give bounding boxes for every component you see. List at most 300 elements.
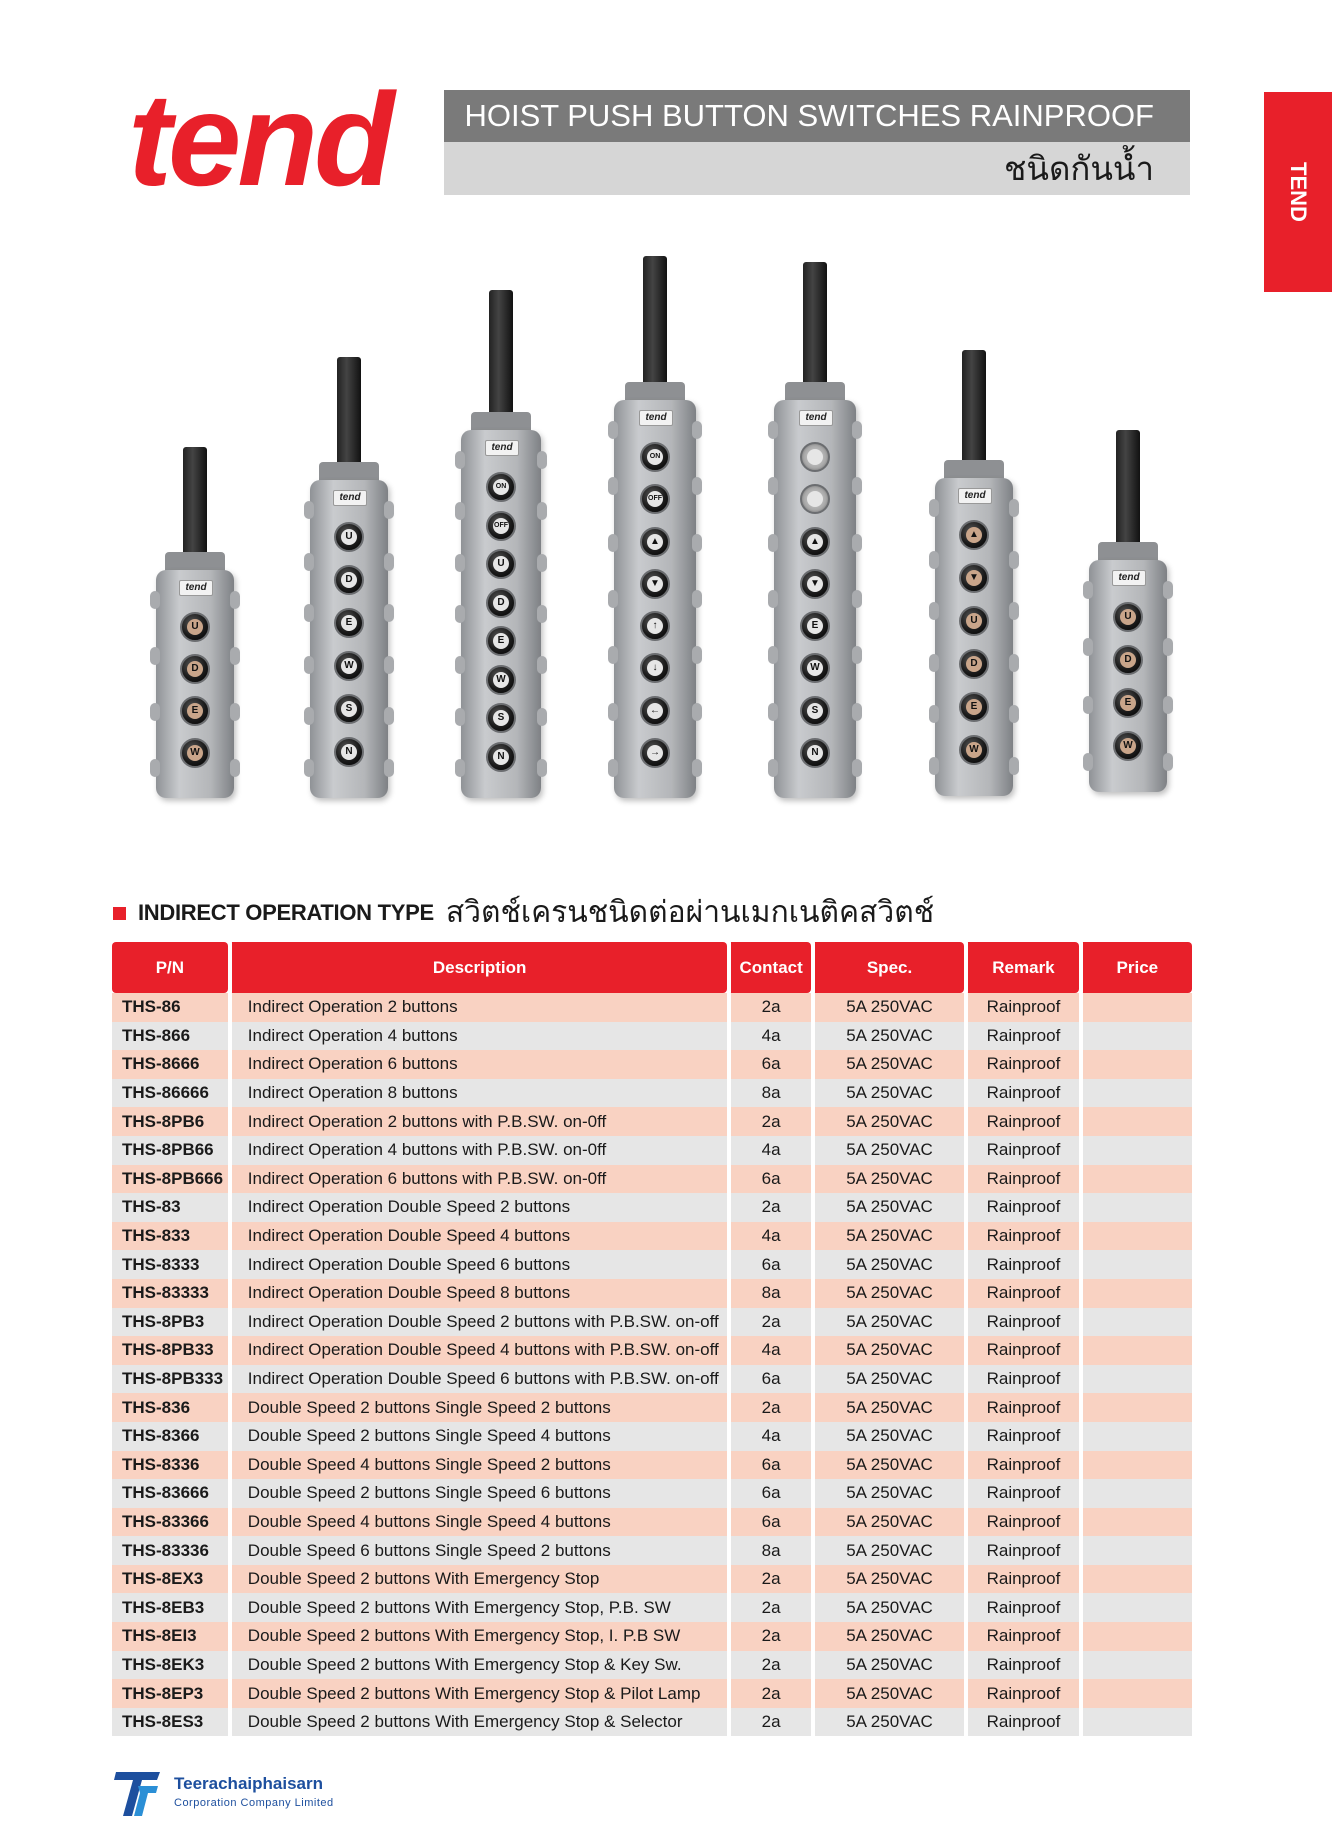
page-subtitle [444,142,1190,195]
pendant-lug [455,708,465,726]
cell-remark: Rainproof [964,1222,1078,1251]
cell-contact: 2a [727,1708,810,1737]
cell-spec: 5A 250VAC [811,1250,964,1279]
pendant-button-label: ▲ [807,534,823,550]
cell-remark: Rainproof [964,1165,1078,1194]
table-row [112,993,1192,1022]
table-row [112,1022,1192,1051]
pendant-lug [768,590,778,608]
cell-contact: 6a [727,1508,810,1537]
cell-contact: 4a [727,1136,810,1165]
cell-pn: THS-8PB3 [112,1308,228,1337]
bullet-square-icon [113,907,126,920]
pendant-button-label: W [966,742,982,758]
pendant-button-label: D [187,661,203,677]
pendant-lug [304,656,314,674]
pendant-button [1113,688,1143,718]
section-title-en: INDIRECT OPERATION TYPE [138,900,434,925]
pendant-button-label: OFF [493,518,509,534]
company-subtitle: Corporation Company Limited [174,1797,334,1809]
pendant-lug [768,421,778,439]
pendant-button [800,738,830,768]
pendant-button [486,511,516,541]
pendant-nameplate: tend [639,410,673,426]
pendant-lug [1083,696,1093,714]
cell-pn: THS-83 [112,1193,228,1222]
pendant-lug [304,553,314,571]
col-header-pn: P/N [112,942,228,993]
table-header-row [112,942,1192,993]
pendant-button-label: U [493,556,509,572]
pendant-button [640,569,670,599]
pendant-lug [304,604,314,622]
pendant-button [959,520,989,550]
cell-remark: Rainproof [964,1679,1078,1708]
pendant-lug [1163,696,1173,714]
pendant-lug [230,591,240,609]
cell-price [1079,1279,1192,1308]
pendant-button-label: N [807,745,823,761]
pendant-button-label: S [341,701,357,717]
pendant-lug [384,501,394,519]
pendant-button [800,696,830,726]
cell-contact: 4a [727,1222,810,1251]
table-row [112,1508,1192,1537]
pendant-lug [1163,638,1173,656]
cell-price [1079,1508,1192,1537]
cell-remark: Rainproof [964,1622,1078,1651]
pendant-lug [455,451,465,469]
cell-contact: 2a [727,1565,810,1594]
cell-contact: 6a [727,1250,810,1279]
pendant-nameplate: tend [958,488,992,504]
pendant-lug [768,534,778,552]
pendant-lug [384,553,394,571]
pendant-button [959,692,989,722]
pendant-button [1113,731,1143,761]
pendant-button-label: ↓ [647,660,663,676]
pendant-lug [1083,638,1093,656]
pendant-button-label: W [341,658,357,674]
cell-pn: THS-8EB3 [112,1593,228,1622]
pendant-button-label: W [807,660,823,676]
table-row [112,1136,1192,1165]
cell-price [1079,1536,1192,1565]
cell-contact: 8a [727,1279,810,1308]
cell-pn: THS-83666 [112,1479,228,1508]
cell-contact: 2a [727,1393,810,1422]
pendant-button [334,565,364,595]
pendant-lug [929,705,939,723]
pendant-lug [768,759,778,777]
pendant-button [334,608,364,638]
table-row [112,1222,1192,1251]
pendant-button-label: E [341,615,357,631]
pendant-button-label: E [807,618,823,634]
cell-spec: 5A 250VAC [811,1451,964,1480]
pendant-button-label: E [493,633,509,649]
cell-remark: Rainproof [964,1308,1078,1337]
cell-pn: THS-86666 [112,1079,228,1108]
pendant-lug [537,502,547,520]
cell-description: Double Speed 2 buttons Single Speed 4 buttons [228,1422,728,1451]
pendant-button [486,742,516,772]
cell-pn: THS-8EK3 [112,1651,228,1680]
pendant-button [800,527,830,557]
pendant-lug [692,590,702,608]
pendant-button [959,649,989,679]
pendant-button [486,665,516,695]
cell-description: Double Speed 2 buttons With Emergency Stop, I. P.B SW [228,1622,728,1651]
cell-pn: THS-8333 [112,1250,228,1279]
cell-price [1079,1565,1192,1594]
cell-contact: 4a [727,1336,810,1365]
cell-description: Indirect Operation 6 buttons [228,1050,728,1079]
cell-price [1079,1679,1192,1708]
pendant-lug [304,707,314,725]
cell-price [1079,1622,1192,1651]
cell-description: Double Speed 2 buttons With Emergency Stop [228,1565,728,1594]
cell-pn: THS-8PB33 [112,1336,228,1365]
cell-contact: 4a [727,1022,810,1051]
cell-spec: 5A 250VAC [811,1679,964,1708]
pendant-button [334,694,364,724]
cell-contact: 8a [727,1536,810,1565]
pendant-lug [768,477,778,495]
table-row [112,1165,1192,1194]
pendant-button [640,527,670,557]
cell-remark: Rainproof [964,1193,1078,1222]
pendant-lug [455,605,465,623]
cell-remark: Rainproof [964,1079,1078,1108]
pendant-button-label: E [1120,695,1136,711]
cell-price [1079,1651,1192,1680]
cell-pn: THS-8PB333 [112,1365,228,1394]
table-row [112,1422,1192,1451]
pendant-lug [455,502,465,520]
pendant-button-label: ▼ [966,570,982,586]
pendant-lug [852,534,862,552]
pendant-button [486,472,516,502]
pendant-lug [929,654,939,672]
cell-price [1079,1451,1192,1480]
col-header-spec: Spec. [811,942,964,993]
cell-remark: Rainproof [964,1279,1078,1308]
cell-remark: Rainproof [964,1708,1078,1737]
pendant-lug [608,703,618,721]
pendant-lug [230,759,240,777]
cell-contact: 2a [727,1193,810,1222]
pendant-button-label: U [1120,609,1136,625]
cell-price [1079,1393,1192,1422]
pendant-button-label: W [493,672,509,688]
pendant-button [334,651,364,681]
section-title-th: สวิตช์เครนชนิดต่อผ่านเมกเนติคสวิตช์ [445,896,935,929]
cell-contact: 6a [727,1365,810,1394]
cell-pn: THS-8366 [112,1422,228,1451]
pendant-lug [384,604,394,622]
page-title [444,90,1190,142]
pendant-lug [692,477,702,495]
table-row [112,1565,1192,1594]
pendant-button-label: ▼ [807,576,823,592]
pendant-button-label: U [341,529,357,545]
pendant-lug [1009,499,1019,517]
pendant-nameplate: tend [179,580,213,596]
pendant-lug [929,551,939,569]
cell-remark: Rainproof [964,1508,1078,1537]
cell-pn: THS-8ES3 [112,1708,228,1737]
cell-pn: THS-83336 [112,1536,228,1565]
cell-description: Indirect Operation Double Speed 4 buttons with P.B.SW. on-off [228,1336,728,1365]
cell-spec: 5A 250VAC [811,1279,964,1308]
pendant-lug [150,647,160,665]
pendant-button [959,563,989,593]
pendant-lug [608,590,618,608]
cell-description: Double Speed 2 buttons With Emergency Stop & Pilot Lamp [228,1679,728,1708]
cell-price [1079,993,1192,1022]
brand-logo: tend [128,66,391,213]
cell-remark: Rainproof [964,1451,1078,1480]
pendant-lug [608,646,618,664]
pendant-nameplate: tend [1112,570,1146,586]
cell-description: Indirect Operation Double Speed 2 buttons with P.B.SW. on-off [228,1308,728,1337]
pendant-button-label: D [493,595,509,611]
cell-description: Double Speed 6 buttons Single Speed 2 buttons [228,1536,728,1565]
cell-contact: 2a [727,1651,810,1680]
col-header-price: Price [1079,942,1192,993]
cell-description: Double Speed 2 buttons Single Speed 6 buttons [228,1479,728,1508]
cell-spec: 5A 250VAC [811,1393,964,1422]
cell-price [1079,1193,1192,1222]
cell-remark: Rainproof [964,1479,1078,1508]
pendant-lug [1163,753,1173,771]
cell-description: Indirect Operation 8 buttons [228,1079,728,1108]
cell-description: Double Speed 2 buttons With Emergency Stop & Key Sw. [228,1651,728,1680]
pendant-button-label: ← [647,703,663,719]
cell-description: Indirect Operation Double Speed 4 buttons [228,1222,728,1251]
pendant-button [334,737,364,767]
cell-price [1079,1050,1192,1079]
cell-remark: Rainproof [964,993,1078,1022]
pendant-lug [537,554,547,572]
pendant-lug [692,534,702,552]
pendant-button-label: OFF [647,491,663,507]
cell-contact: 2a [727,1107,810,1136]
cell-spec: 5A 250VAC [811,1622,964,1651]
pendant-lug [852,477,862,495]
cell-price [1079,1593,1192,1622]
table-row [112,1479,1192,1508]
pendant-lug [608,534,618,552]
pendant-button-label: D [341,572,357,588]
cell-description: Indirect Operation Double Speed 6 buttons with P.B.SW. on-off [228,1365,728,1394]
pendant-lug [384,656,394,674]
pendant-button [640,738,670,768]
page-subtitle-text: ชนิดกันน้ำ [1003,150,1154,187]
cell-spec: 5A 250VAC [811,1365,964,1394]
pendant-button [640,611,670,641]
pendant-button-label: ▼ [647,576,663,592]
cell-pn: THS-8666 [112,1050,228,1079]
cell-spec: 5A 250VAC [811,1193,964,1222]
pendant-button-label: W [1120,738,1136,754]
cell-spec: 5A 250VAC [811,1536,964,1565]
pendant-lug [852,646,862,664]
pendant-button [640,696,670,726]
col-header-description: Description [228,942,728,993]
cell-price [1079,1107,1192,1136]
cell-pn: THS-866 [112,1022,228,1051]
pendant-lug [692,703,702,721]
table-row [112,1193,1192,1222]
cell-pn: THS-8EP3 [112,1679,228,1708]
cell-description: Indirect Operation Double Speed 2 buttons [228,1193,728,1222]
pendant-button-label: ▲ [647,534,663,550]
table-row [112,1308,1192,1337]
cell-contact: 2a [727,993,810,1022]
pendant-lug [1083,581,1093,599]
cell-remark: Rainproof [964,1250,1078,1279]
table-row [112,1050,1192,1079]
pendant-lug [384,759,394,777]
table-row [112,1336,1192,1365]
cell-spec: 5A 250VAC [811,1136,964,1165]
pendant-button [959,735,989,765]
cell-pn: THS-8PB666 [112,1165,228,1194]
pendant-button-label: → [647,745,663,761]
cell-description: Indirect Operation 6 buttons with P.B.SW. on-0ff [228,1165,728,1194]
pendant-button-label: ↑ [647,618,663,634]
pendant-button-label: ON [647,449,663,465]
cell-description: Indirect Operation Double Speed 6 buttons [228,1250,728,1279]
cell-contact: 2a [727,1308,810,1337]
cell-contact: 6a [727,1165,810,1194]
pendant-lug [852,421,862,439]
cell-spec: 5A 250VAC [811,1022,964,1051]
cell-description: Double Speed 2 buttons With Emergency Stop, P.B. SW [228,1593,728,1622]
pendant-lug [230,703,240,721]
cell-pn: THS-8EI3 [112,1622,228,1651]
pendant-button [180,612,210,642]
pendant-lug [692,759,702,777]
pendant-button-label: E [966,699,982,715]
table-body [112,993,1192,1736]
pendant-lug [455,759,465,777]
cell-description: Indirect Operation 4 buttons with P.B.SW. on-0ff [228,1136,728,1165]
cell-price [1079,1479,1192,1508]
pendant-button-label: N [341,744,357,760]
cell-price [1079,1165,1192,1194]
pendant-button [180,654,210,684]
pendant-button [1113,645,1143,675]
cell-price [1079,1336,1192,1365]
pendant-lug [304,501,314,519]
table-row [112,1679,1192,1708]
cell-remark: Rainproof [964,1536,1078,1565]
cell-remark: Rainproof [964,1422,1078,1451]
cell-contact: 4a [727,1422,810,1451]
cell-pn: THS-8PB66 [112,1136,228,1165]
cell-pn: THS-8EX3 [112,1565,228,1594]
cell-contact: 8a [727,1079,810,1108]
table-row [112,1451,1192,1480]
pendant-lug [692,646,702,664]
pendant-button-label: ▲ [966,527,982,543]
pendant-lug [768,646,778,664]
cell-spec: 5A 250VAC [811,1508,964,1537]
cell-description: Double Speed 4 buttons Single Speed 2 buttons [228,1451,728,1480]
cell-contact: 2a [727,1679,810,1708]
company-logo-icon [112,1766,164,1820]
table-row [112,1279,1192,1308]
cell-description: Double Speed 4 buttons Single Speed 4 buttons [228,1508,728,1537]
cell-contact: 6a [727,1479,810,1508]
cell-price [1079,1136,1192,1165]
cell-remark: Rainproof [964,1651,1078,1680]
pendant-button [486,588,516,618]
pendant-lug [455,656,465,674]
pendant-lug [537,759,547,777]
cell-price [1079,1022,1192,1051]
pendant-lug [852,703,862,721]
cell-spec: 5A 250VAC [811,1165,964,1194]
pendant-nameplate: tend [799,410,833,426]
cell-spec: 5A 250VAC [811,1222,964,1251]
pendant-lug [537,605,547,623]
table-row [112,1107,1192,1136]
cell-price [1079,1365,1192,1394]
pendant-button [1113,602,1143,632]
page-title-text: HOIST PUSH BUTTON SWITCHES RAINPROOF [464,98,1154,133]
pendant-button-label: N [493,749,509,765]
pendant-button-label: E [187,703,203,719]
cell-spec: 5A 250VAC [811,1336,964,1365]
table-row [112,1622,1192,1651]
cell-price [1079,1222,1192,1251]
cell-spec: 5A 250VAC [811,1708,964,1737]
pendant-button-label [807,491,823,507]
pendant-button [486,549,516,579]
cell-description: Indirect Operation 2 buttons with P.B.SW. on-0ff [228,1107,728,1136]
cell-spec: 5A 250VAC [811,1593,964,1622]
pendant-button-label: S [807,703,823,719]
pendant-lug [304,759,314,777]
pendant-lug [1009,705,1019,723]
cell-remark: Rainproof [964,1565,1078,1594]
cell-price [1079,1308,1192,1337]
cell-description: Indirect Operation Double Speed 8 buttons [228,1279,728,1308]
cell-spec: 5A 250VAC [811,1079,964,1108]
pendant-button [640,442,670,472]
pendant-button-label: U [966,613,982,629]
pendant-button [800,611,830,641]
pendant-lug [1009,602,1019,620]
pendant-lug [608,759,618,777]
cell-pn: THS-8336 [112,1451,228,1480]
pendant-lug [852,590,862,608]
pendant-lug [1009,551,1019,569]
cell-contact: 6a [727,1050,810,1079]
pendant-lug [1083,753,1093,771]
cell-spec: 5A 250VAC [811,1651,964,1680]
cell-remark: Rainproof [964,1022,1078,1051]
cell-price [1079,1250,1192,1279]
pendant-button-label: ON [493,479,509,495]
cell-remark: Rainproof [964,1336,1078,1365]
pendant-button [959,606,989,636]
pendant-lug [150,759,160,777]
